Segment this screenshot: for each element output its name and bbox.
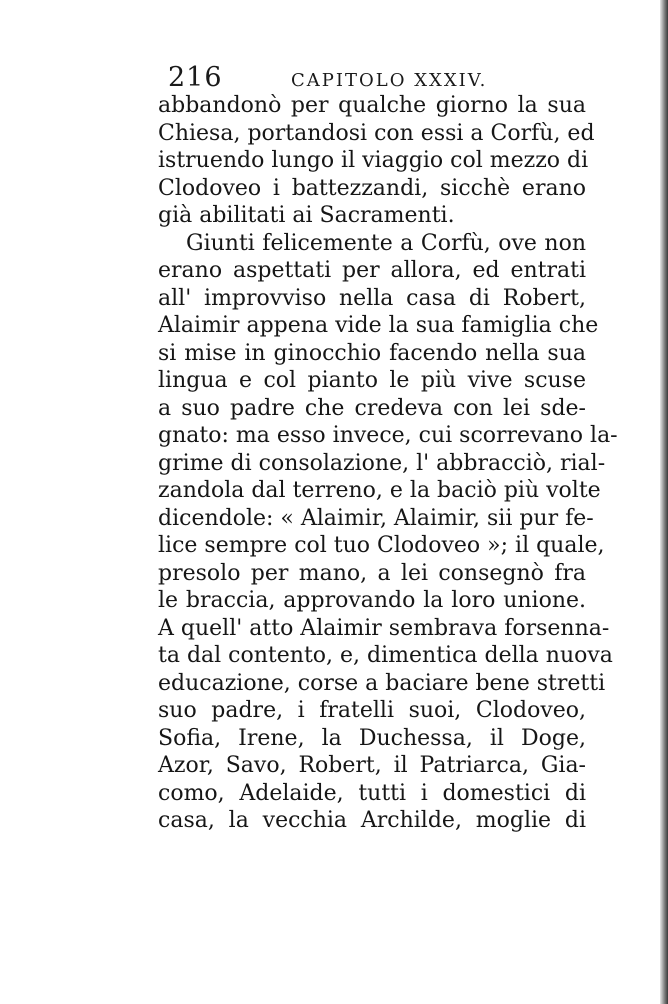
text-line: Clodoveo i battezzandi, sicchè erano xyxy=(158,175,586,201)
text-line: educazione, corse a baciare bene stretti xyxy=(158,670,606,696)
text-line: erano aspettati per allora, ed entrati xyxy=(158,258,586,283)
text-line: si mise in ginocchio facendo nella sua xyxy=(158,340,586,366)
text-line: all' improvviso nella casa di Robert, xyxy=(158,285,586,311)
text-line: lice sempre col tuo Clodoveo »; il quale, xyxy=(158,533,605,558)
text-line: como, Adelaide, tutti i domestici di xyxy=(158,780,586,806)
text-line: casa, la vecchia Archilde, moglie di xyxy=(158,808,586,833)
text-line: presolo per mano, a lei consegnò fra xyxy=(158,560,586,586)
page-edge-shadow xyxy=(660,0,668,1004)
text-line: gnato: ma esso invece, cui scorrevano la- xyxy=(158,423,618,448)
text-line: le braccia, approvando la loro unione. xyxy=(158,588,586,613)
text-line: abbandonò per qualche giorno la sua xyxy=(158,93,586,118)
text-line: Giunti felicemente a Corfù, ove non xyxy=(186,230,586,256)
body-text xyxy=(158,92,618,835)
text-line: grime di consolazione, l' abbracciò, rial- xyxy=(158,450,606,476)
text-line: già abilitati ai Sacramenti. xyxy=(158,203,455,228)
text-line: a suo padre che credeva con lei sde- xyxy=(158,395,586,421)
text-line: suo padre, i fratelli suoi, Clodoveo, xyxy=(158,698,586,723)
text-line: Alaimir appena vide la sua famiglia che xyxy=(158,313,599,338)
text-line: Chiesa, portandosi con essi a Corfù, ed xyxy=(158,120,595,146)
text-line: dicendole: « Alaimir, Alaimir, sii pur fe- xyxy=(158,505,594,531)
text-line: Azor, Savo, Robert, il Patriarca, Gia- xyxy=(158,753,586,778)
text-line: zandola dal terreno, e la baciò più volte xyxy=(158,478,601,503)
text-line: istruendo lungo il viaggio col mezzo di xyxy=(158,148,589,173)
text-line: Sofia, Irene, la Duchessa, il Doge, xyxy=(158,725,586,751)
text-line: lingua e col pianto le più vive scuse xyxy=(158,368,586,393)
text-line: ta dal contento, e, dimentica della nuova xyxy=(158,643,613,668)
page-number: 216 xyxy=(168,62,223,93)
page-header xyxy=(168,62,588,96)
text-line: A quell' atto Alaimir sembrava forsenna- xyxy=(158,615,610,641)
running-head: CAPITOLO XXXIV. xyxy=(291,70,488,91)
